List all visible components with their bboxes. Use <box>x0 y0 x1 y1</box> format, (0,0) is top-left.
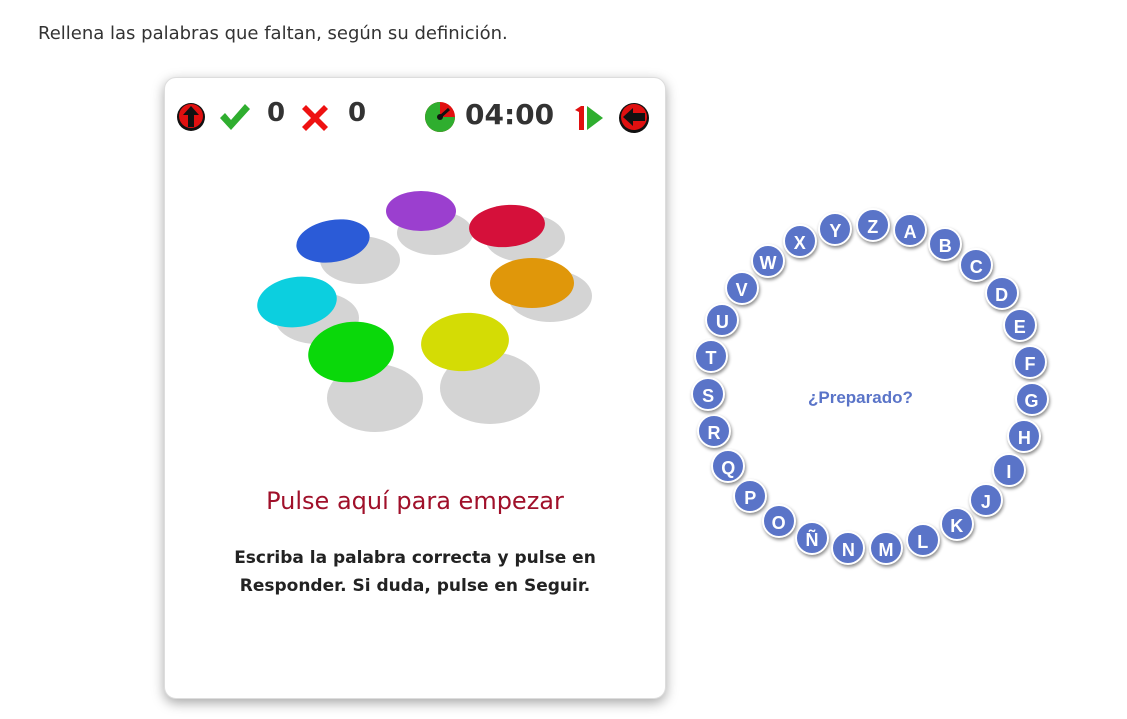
letter-u: U <box>705 303 739 337</box>
game-card <box>164 77 666 699</box>
menu-up-icon[interactable] <box>175 100 207 132</box>
letter-n: N <box>831 531 865 565</box>
clock-icon <box>423 100 457 134</box>
letter-e: E <box>1003 308 1037 342</box>
letter-m: M <box>869 531 903 565</box>
letter-d: D <box>985 276 1019 310</box>
letter-o: O <box>762 504 796 538</box>
timer-display: 04:00 <box>465 98 555 131</box>
letter-r: R <box>697 414 731 448</box>
letter-s: S <box>691 377 725 411</box>
letter-h: H <box>1007 419 1041 453</box>
discs <box>254 191 574 388</box>
letter-b: B <box>928 227 962 261</box>
letter-g: G <box>1015 382 1049 416</box>
letter-x: X <box>783 224 817 258</box>
letter-j: J <box>969 483 1003 517</box>
letter-l: L <box>906 523 940 557</box>
letter-z: Z <box>856 208 890 242</box>
toolbar <box>165 78 665 158</box>
colored-discs-illustration <box>245 178 595 448</box>
letter-w: W <box>751 244 785 278</box>
ready-status: ¿Preparado? <box>808 388 913 407</box>
letter-y: Y <box>818 212 852 246</box>
wrong-count: 0 <box>348 98 367 128</box>
letter-i: I <box>992 453 1026 487</box>
check-icon <box>217 100 251 134</box>
letter-v: V <box>725 271 759 305</box>
help-text: Escriba la palabra correcta y pulse en Responder. Si duda, pulse en Seguir. <box>234 548 596 596</box>
letter-p: P <box>733 479 767 513</box>
letter-c: C <box>959 248 993 282</box>
correct-count: 0 <box>267 98 286 128</box>
letter-q: Q <box>711 449 745 483</box>
letter-a: A <box>893 213 927 247</box>
letter-t: T <box>694 339 728 373</box>
letter-f: F <box>1013 345 1047 379</box>
letter-ñ: Ñ <box>795 521 829 555</box>
cross-icon <box>298 101 332 135</box>
exit-icon[interactable] <box>617 100 651 134</box>
next-icon[interactable] <box>573 102 605 134</box>
start-link[interactable]: Pulse aquí para empezar <box>266 487 564 515</box>
instruction-text: Rellena las palabras que faltan, según su definición. <box>38 23 508 44</box>
letter-k: K <box>940 507 974 541</box>
